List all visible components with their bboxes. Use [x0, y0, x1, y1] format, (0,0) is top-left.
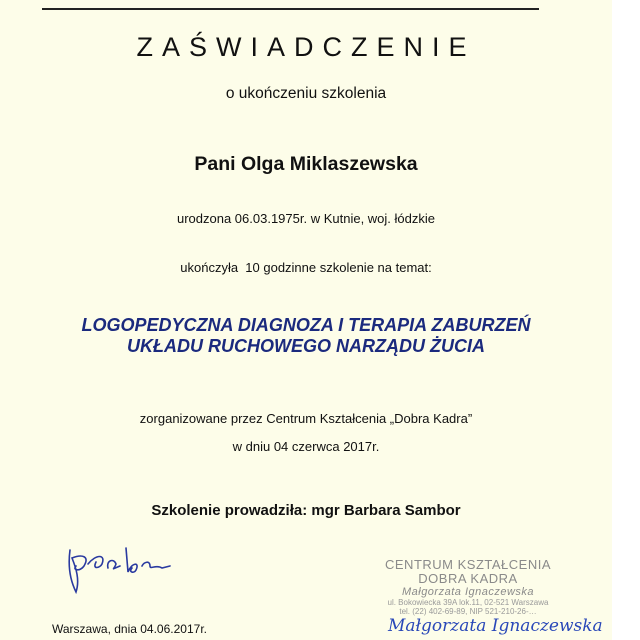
- top-rule: [42, 8, 539, 10]
- birth-info: urodzona 06.03.1975r. w Kutnie, woj. łódzkie: [176, 211, 435, 226]
- topic-line-1: LOGOPEDYCZNA DIAGNOZA I TERAPIA ZABURZEŃ: [81, 315, 531, 335]
- director-signature: Małgorzata Ignaczewska: [388, 616, 603, 636]
- stamp-line-2: DOBRA KADRA: [418, 571, 518, 586]
- certificate-title: ZAŚWIADCZENIE: [136, 32, 476, 62]
- completion-text: ukończyła 10 godzinne szkolenie na temat:: [180, 260, 432, 275]
- certificate-subtitle: o ukończeniu szkolenia: [225, 85, 387, 102]
- stamp-line-5: tel. (22) 402-69-89, NIP 521-210-26-…: [399, 607, 537, 616]
- stamp-line-3: Małgorzata Ignaczewska: [401, 586, 535, 598]
- organizer-text: zorganizowane przez Centrum Kształcenia „Dobra Kadra”: [139, 411, 473, 426]
- organization-stamp: [358, 558, 578, 616]
- topic-line-2: UKŁADU RUCHOWEGO NARZĄDU ŻUCIA: [127, 336, 485, 356]
- stamp-line-1: CENTRUM KSZTAŁCENIA: [385, 557, 551, 572]
- instructor: Szkolenie prowadziła: mgr Barbara Sambor: [151, 502, 461, 519]
- training-date: w dniu 04 czerwca 2017r.: [232, 439, 380, 454]
- place-and-date: Warszawa, dnia 04.06.2017r.: [52, 622, 207, 636]
- stamp-line-4: ul. Bokowiecka 39A lok.11, 02-521 Warszawa: [387, 598, 549, 607]
- instructor-signature: [62, 540, 192, 600]
- recipient-name: Pani Olga Miklaszewska: [194, 153, 418, 175]
